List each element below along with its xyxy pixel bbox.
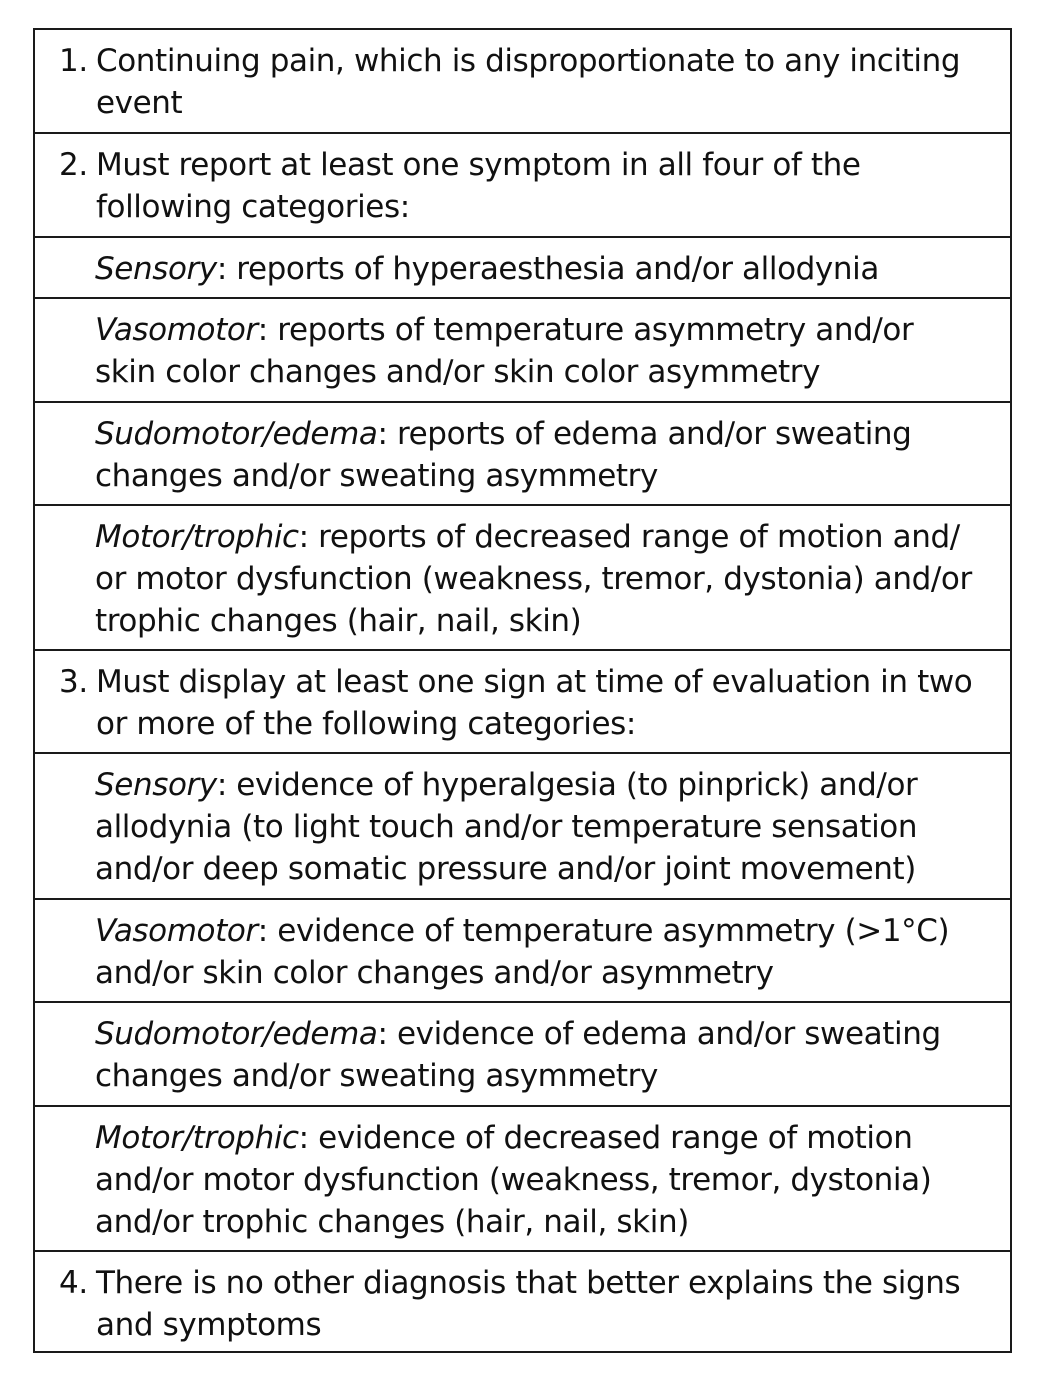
category-label: Sensory	[95, 767, 217, 803]
criterion-line: following categories:	[96, 189, 410, 225]
criterion-line: Continuing pain, which is disproportionate to any inciting	[96, 43, 961, 79]
category-line: changes and/or sweating asymmetry	[95, 1058, 658, 1094]
criterion-number: 1.	[59, 43, 88, 79]
category-text	[95, 309, 913, 393]
category-text	[95, 248, 879, 290]
symptom-vasomotor-row	[35, 299, 1010, 403]
criterion-number: 4.	[59, 1265, 88, 1301]
criterion-line: event	[96, 85, 183, 121]
category-line: or motor dysfunction (weakness, tremor, dystonia) and/or	[95, 561, 972, 597]
symptom-motor-trophic-row	[35, 506, 1010, 651]
category-label: Sudomotor/edema	[95, 416, 378, 452]
category-line	[95, 248, 879, 290]
category-label: Sudomotor/edema	[95, 1016, 378, 1052]
criterion-text	[96, 1262, 960, 1346]
category-label: Vasomotor	[95, 913, 258, 949]
category-text	[95, 516, 972, 642]
sign-sensory-row	[35, 754, 1010, 900]
category-line: and/or skin color changes and/or asymmetry	[95, 955, 774, 991]
category-label: Vasomotor	[95, 312, 258, 348]
category-description: : evidence of temperature asymmetry (>1°C)	[257, 913, 950, 949]
category-text	[95, 764, 917, 890]
category-line: changes and/or sweating asymmetry	[95, 458, 658, 494]
criterion-line: There is no other diagnosis that better explains the signs	[96, 1265, 961, 1301]
criterion-line: or more of the following categories:	[96, 706, 636, 742]
category-description: : evidence of decreased range of motion	[298, 1120, 913, 1156]
criterion-number: 2.	[59, 147, 88, 183]
criteria-table	[33, 28, 1012, 1353]
criterion-3-row	[35, 651, 1010, 754]
criterion-text	[96, 40, 960, 124]
category-label: Sensory	[95, 251, 217, 287]
criterion-2-row	[35, 134, 1010, 238]
sign-sudomotor-row	[35, 1003, 1010, 1107]
category-line: skin color changes and/or skin color asymmetry	[95, 354, 821, 390]
category-text	[95, 1013, 941, 1097]
category-line	[95, 764, 917, 806]
symptom-sensory-row	[35, 238, 1010, 299]
symptom-sudomotor-row	[35, 403, 1010, 506]
category-line	[95, 1013, 941, 1055]
category-description: : reports of decreased range of motion and/	[298, 519, 960, 555]
category-line: and/or deep somatic pressure and/or joint movement)	[95, 851, 916, 887]
category-description: : evidence of edema and/or sweating	[377, 1016, 941, 1052]
criterion-4-row	[35, 1252, 1010, 1353]
criterion-1-row	[35, 30, 1010, 134]
category-text	[95, 1117, 931, 1243]
criterion-line: Must report at least one symptom in all four of the	[96, 147, 861, 183]
category-line: trophic changes (hair, nail, skin)	[95, 603, 582, 639]
category-label: Motor/trophic	[95, 519, 299, 555]
category-line: and/or motor dysfunction (weakness, tremor, dystonia)	[95, 1162, 932, 1198]
criterion-text	[96, 661, 972, 745]
criterion-line: and symptoms	[96, 1307, 322, 1343]
category-description: : reports of edema and/or sweating	[377, 416, 912, 452]
category-description: : evidence of hyperalgesia (to pinprick) and/or	[216, 767, 918, 803]
category-description: : reports of hyperaesthesia and/or allodynia	[216, 251, 879, 287]
category-line	[95, 516, 972, 558]
category-line	[95, 413, 911, 455]
criterion-number: 3.	[59, 664, 88, 700]
category-line: and/or trophic changes (hair, nail, skin)	[95, 1204, 689, 1240]
category-label: Motor/trophic	[95, 1120, 299, 1156]
sign-motor-trophic-row	[35, 1107, 1010, 1252]
criterion-line: Must display at least one sign at time of evaluation in two	[96, 664, 973, 700]
category-line: allodynia (to light touch and/or temperature sensation	[95, 809, 918, 845]
category-line	[95, 309, 913, 351]
category-description: : reports of temperature asymmetry and/or	[257, 312, 914, 348]
category-line	[95, 910, 949, 952]
criterion-text	[96, 144, 861, 228]
category-text	[95, 910, 949, 994]
category-line	[95, 1117, 931, 1159]
category-text	[95, 413, 911, 497]
sign-vasomotor-row	[35, 900, 1010, 1003]
